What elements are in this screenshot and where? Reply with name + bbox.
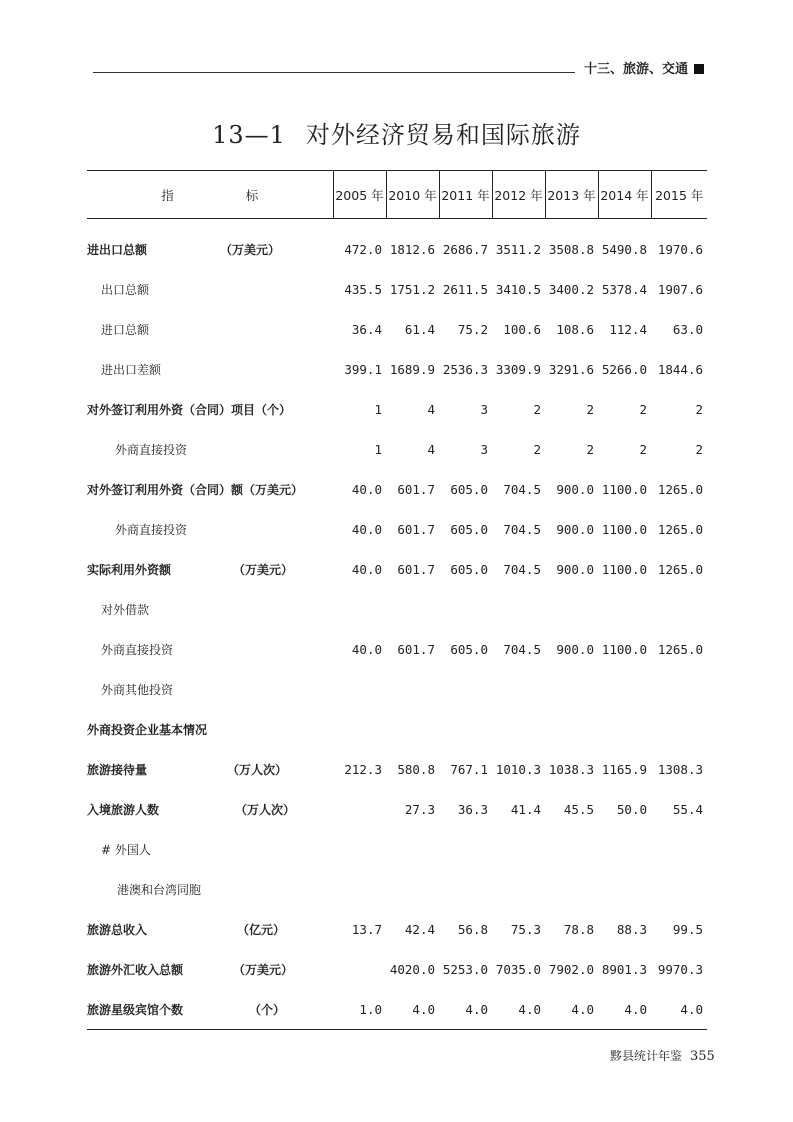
value-cell (439, 709, 492, 749)
value-cell (333, 669, 386, 709)
value-cell: 2611.5 (442, 281, 488, 297)
row-label (87, 749, 333, 789)
value-cell (545, 669, 598, 709)
value-cell: 605.0 (450, 521, 488, 537)
value-cell: 56.8 (457, 921, 488, 937)
table-row (87, 349, 707, 389)
row-label (87, 429, 333, 469)
data-table (87, 170, 707, 1030)
value-cell: 42.4 (404, 921, 435, 937)
page-footer (610, 1047, 715, 1064)
row-label (87, 219, 333, 270)
row-label (87, 269, 333, 309)
row-label (87, 469, 333, 509)
value-cell: 8901.3 (601, 961, 647, 977)
value-cell (598, 709, 651, 749)
table-row (87, 829, 707, 869)
row-label-text: 外商其他投资 (101, 682, 174, 697)
value-cell: 435.5 (344, 281, 382, 297)
row-unit: （万美元） (233, 562, 294, 577)
value-cell: 61.4 (404, 321, 435, 337)
value-cell: 41.4 (510, 801, 541, 817)
row-label (87, 989, 333, 1030)
value-cell: 1907.6 (657, 281, 703, 297)
value-cell: 1265.0 (657, 521, 703, 537)
value-cell: 580.8 (397, 761, 435, 777)
row-unit: （亿元） (237, 922, 286, 937)
value-cell: 605.0 (450, 481, 488, 497)
table-row (87, 469, 707, 509)
black-square-icon (694, 64, 704, 74)
value-cell: 601.7 (397, 561, 435, 577)
value-cell: 900.0 (556, 561, 594, 577)
value-cell (333, 589, 386, 629)
row-label (87, 909, 333, 949)
value-cell: 704.5 (503, 561, 541, 577)
year-header: 2012 年 (492, 171, 545, 219)
value-cell (386, 829, 439, 869)
value-cell: 399.1 (344, 361, 382, 377)
value-cell: 1038.3 (548, 761, 594, 777)
value-cell: 36.3 (457, 801, 488, 817)
row-label-text: 外商直接投资 (115, 522, 188, 537)
value-cell: 2536.3 (442, 361, 488, 377)
row-label (87, 869, 333, 909)
row-unit: （万人次） (227, 762, 288, 777)
table-row (87, 219, 707, 270)
table-row (87, 949, 707, 989)
value-cell: 601.7 (397, 521, 435, 537)
table-header-row (87, 171, 707, 219)
table-row (87, 749, 707, 789)
indicator-header: 指 标 (87, 171, 333, 219)
row-unit: （个） (249, 1002, 286, 1017)
row-label (87, 829, 333, 869)
value-cell: 704.5 (503, 641, 541, 657)
value-cell (492, 829, 545, 869)
value-cell (492, 669, 545, 709)
value-cell: 2 (695, 401, 703, 417)
value-cell: 1844.6 (657, 361, 703, 377)
table-row (87, 389, 707, 429)
row-unit: （万人次） (235, 802, 296, 817)
value-cell: 99.5 (672, 921, 703, 937)
value-cell (651, 869, 707, 909)
value-cell: 40.0 (351, 641, 382, 657)
value-cell: 4020.0 (389, 961, 435, 977)
value-cell: 100.6 (503, 321, 541, 337)
value-cell (333, 949, 386, 989)
value-cell: 3291.6 (548, 361, 594, 377)
table-row (87, 709, 707, 749)
table-row (87, 789, 707, 829)
table-row (87, 549, 707, 589)
value-cell (598, 589, 651, 629)
value-cell (386, 589, 439, 629)
year-header: 2014 年 (598, 171, 651, 219)
value-cell: 112.4 (609, 321, 647, 337)
value-cell: 1812.6 (389, 241, 435, 257)
row-label-text: 旅游星级宾馆个数 (87, 1002, 184, 1017)
value-cell (439, 869, 492, 909)
row-label-text: 对外借款 (101, 602, 150, 617)
row-label-text: 外商投资企业基本情况 (87, 722, 208, 737)
value-cell: 75.2 (457, 321, 488, 337)
value-cell: 55.4 (672, 801, 703, 817)
value-cell: 1100.0 (601, 561, 647, 577)
value-cell (492, 709, 545, 749)
year-header: 2005 年 (333, 171, 386, 219)
value-cell: 75.3 (510, 921, 541, 937)
page-number: 355 (690, 1049, 715, 1064)
value-cell: 108.6 (556, 321, 594, 337)
value-cell: 4 (427, 401, 435, 417)
row-label-text: 外商直接投资 (115, 442, 188, 457)
value-cell: 2 (586, 441, 594, 457)
value-cell: 767.1 (450, 761, 488, 777)
value-cell: 3508.8 (548, 241, 594, 257)
value-cell: 50.0 (616, 801, 647, 817)
row-label-text: 对外签订利用外资（合同）额（万美元） (87, 482, 304, 497)
value-cell: 40.0 (351, 521, 382, 537)
value-cell: 4 (427, 441, 435, 457)
value-cell (545, 829, 598, 869)
value-cell: 601.7 (397, 481, 435, 497)
value-cell: 4.0 (545, 989, 598, 1030)
row-label-text: # 外国人 (101, 842, 151, 857)
value-cell (598, 829, 651, 869)
value-cell (545, 869, 598, 909)
value-cell: 704.5 (503, 481, 541, 497)
value-cell: 605.0 (450, 561, 488, 577)
row-label (87, 509, 333, 549)
value-cell: 4.0 (651, 989, 707, 1030)
row-label-text: 对外签订利用外资（合同）项目（个） (87, 402, 292, 417)
value-cell: 5490.8 (601, 241, 647, 257)
value-cell (333, 869, 386, 909)
row-label-text: 进出口总额 (87, 242, 148, 257)
year-header: 2011 年 (439, 171, 492, 219)
row-label-text: 出口总额 (101, 282, 150, 297)
table-row (87, 989, 707, 1030)
value-cell: 2686.7 (442, 241, 488, 257)
value-cell: 2 (695, 441, 703, 457)
year-header: 2013 年 (545, 171, 598, 219)
value-cell: 5253.0 (442, 961, 488, 977)
value-cell: 1689.9 (389, 361, 435, 377)
value-cell: 900.0 (556, 481, 594, 497)
value-cell: 1265.0 (657, 481, 703, 497)
value-cell (439, 829, 492, 869)
year-header: 2015 年 (651, 171, 707, 219)
value-cell: 27.3 (404, 801, 435, 817)
table-row (87, 909, 707, 949)
value-cell: 1165.9 (601, 761, 647, 777)
year-header: 2010 年 (386, 171, 439, 219)
header-rule (93, 72, 575, 73)
value-cell (386, 709, 439, 749)
value-cell (598, 669, 651, 709)
table-row (87, 509, 707, 549)
row-label-text: 港澳和台湾同胞 (117, 882, 202, 897)
value-cell: 63.0 (672, 321, 703, 337)
value-cell (492, 869, 545, 909)
value-cell: 5378.4 (601, 281, 647, 297)
value-cell (598, 869, 651, 909)
value-cell: 1 (374, 401, 382, 417)
value-cell (545, 589, 598, 629)
row-label-text: 实际利用外资额 (87, 562, 172, 577)
value-cell (333, 709, 386, 749)
value-cell: 2 (639, 441, 647, 457)
value-cell: 4.0 (386, 989, 439, 1030)
row-label (87, 589, 333, 629)
table-row (87, 869, 707, 909)
row-label-text: 外商直接投资 (101, 642, 174, 657)
value-cell (386, 669, 439, 709)
table-row (87, 669, 707, 709)
value-cell: 2 (639, 401, 647, 417)
value-cell: 2 (586, 401, 594, 417)
value-cell: 40.0 (351, 481, 382, 497)
value-cell (386, 869, 439, 909)
value-cell: 1100.0 (601, 481, 647, 497)
value-cell: 4.0 (492, 989, 545, 1030)
value-cell: 3 (480, 401, 488, 417)
value-cell: 9970.3 (657, 961, 703, 977)
value-cell: 1970.6 (657, 241, 703, 257)
value-cell: 900.0 (556, 641, 594, 657)
value-cell: 2 (533, 401, 541, 417)
row-label (87, 389, 333, 429)
value-cell (333, 789, 386, 829)
row-label (87, 629, 333, 669)
section-header (584, 58, 704, 77)
value-cell (545, 709, 598, 749)
value-cell: 472.0 (344, 241, 382, 257)
row-label (87, 789, 333, 829)
row-label (87, 949, 333, 989)
value-cell: 3410.5 (495, 281, 541, 297)
value-cell: 1 (374, 441, 382, 457)
value-cell: 601.7 (397, 641, 435, 657)
value-cell: 5266.0 (601, 361, 647, 377)
row-label-text: 进口总额 (101, 322, 150, 337)
value-cell: 1010.3 (495, 761, 541, 777)
value-cell: 212.3 (344, 761, 382, 777)
value-cell (651, 709, 707, 749)
table-row (87, 269, 707, 309)
value-cell: 4.0 (439, 989, 492, 1030)
value-cell (651, 589, 707, 629)
value-cell: 1100.0 (601, 641, 647, 657)
row-unit: （万美元） (233, 962, 294, 977)
table-row (87, 429, 707, 469)
table-code: 13—1 (212, 121, 286, 149)
value-cell: 7902.0 (548, 961, 594, 977)
value-cell: 1308.3 (657, 761, 703, 777)
value-cell: 1265.0 (657, 641, 703, 657)
page-title (0, 115, 793, 150)
row-unit: （万美元） (220, 242, 281, 257)
value-cell: 1100.0 (601, 521, 647, 537)
value-cell: 88.3 (616, 921, 647, 937)
value-cell (439, 669, 492, 709)
value-cell: 1.0 (333, 989, 386, 1030)
value-cell: 78.8 (563, 921, 594, 937)
value-cell (651, 829, 707, 869)
row-label (87, 349, 333, 389)
value-cell (333, 829, 386, 869)
value-cell: 3400.2 (548, 281, 594, 297)
row-label (87, 709, 333, 749)
row-label-text: 入境旅游人数 (87, 802, 160, 817)
table-row (87, 629, 707, 669)
table-row (87, 589, 707, 629)
value-cell: 3 (480, 441, 488, 457)
row-label (87, 309, 333, 349)
yearbook-name: 黟县统计年鉴 (610, 1049, 683, 1063)
row-label (87, 549, 333, 589)
value-cell (439, 589, 492, 629)
row-label-text: 旅游总收入 (87, 922, 148, 937)
value-cell: 13.7 (351, 921, 382, 937)
row-label (87, 669, 333, 709)
value-cell: 1265.0 (657, 561, 703, 577)
value-cell: 45.5 (563, 801, 594, 817)
value-cell: 900.0 (556, 521, 594, 537)
value-cell (651, 669, 707, 709)
table-title: 对外经济贸易和国际旅游 (305, 121, 581, 149)
value-cell: 605.0 (450, 641, 488, 657)
row-label-text: 进出口差额 (101, 362, 162, 377)
value-cell: 3309.9 (495, 361, 541, 377)
section-header-text: 十三、旅游、交通 (584, 62, 689, 77)
table-row (87, 309, 707, 349)
value-cell (492, 589, 545, 629)
row-label-text: 旅游接待量 (87, 762, 148, 777)
value-cell: 704.5 (503, 521, 541, 537)
value-cell: 1751.2 (389, 281, 435, 297)
value-cell: 2 (533, 441, 541, 457)
value-cell: 3511.2 (495, 241, 541, 257)
value-cell: 36.4 (351, 321, 382, 337)
value-cell: 7035.0 (495, 961, 541, 977)
value-cell: 4.0 (598, 989, 651, 1030)
row-label-text: 旅游外汇收入总额 (87, 962, 184, 977)
value-cell: 40.0 (351, 561, 382, 577)
